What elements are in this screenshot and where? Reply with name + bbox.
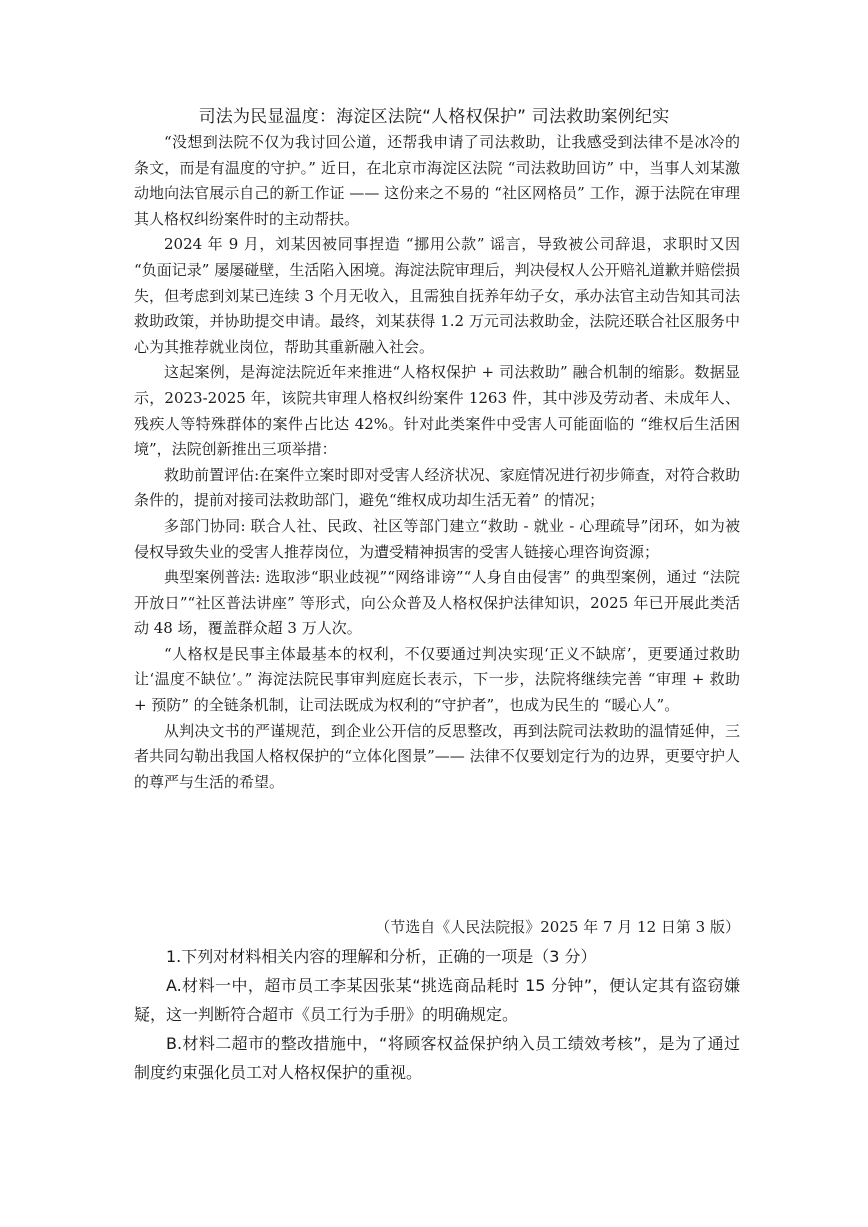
paragraph-1: “没想到法院不仅为我讨回公道，还帮我申请了司法救助，让我感受到法律不是冰冷的条文，而是有温度的守护。” 近日，在北京市海淀区法院 “司法救助回访” 中，当事人刘某激动地向法官展示自己的新工作证 —— 这份来之不易的 “社区网格员” 工作，源于法院在审理其人格权纠纷案件时的主动帮扶。 <box>134 133 740 228</box>
question-stem: 1.下列对材料相关内容的理解和分析，正确的一项是（3 分） <box>166 947 597 966</box>
article-body <box>134 130 740 795</box>
paragraph-5: 多部门协同: 联合人社、民政、社区等部门建立“救助 - 就业 - 心理疏导”闭环，如为被侵权导致失业的受害人推荐岗位，为遭受精神损害的受害人链接心理咨询资源； <box>134 516 740 561</box>
paragraph-6: 典型案例普法: 选取涉“职业歧视”“网络诽谤”“人身自由侵害” 的典型案例，通过 “法院开放日”“社区普法讲座” 等形式，向公众普及人格权保护法律知识，2025 年已开展此类活动 48 场，覆盖群众超 3 万人次。 <box>134 568 740 638</box>
question-block <box>134 942 740 1087</box>
paragraph-8: 从判决文书的严谨规范，到企业公开信的反思整改，再到法院司法救助的温情延伸，三者共同勾勒出我国人格权保护的“立体化图景”—— 法律不仅要划定行为的边界，更要守护人的尊严与生活的希望。 <box>134 721 740 791</box>
paragraph-4: 救助前置评估:在案件立案时即对受害人经济状况、家庭情况进行初步筛查，对符合救助条件的，提前对接司法救助部门，避免“维权成功却生活无着” 的情况； <box>134 465 740 510</box>
paragraph-2: 2024 年 9 月，刘某因被同事捏造 “挪用公款” 谣言，导致被公司辞退，求职时又因 “负面记录” 屡屡碰壁，生活陷入困境。海淀法院审理后，判决侵权人公开赔礼道歉并赔偿损失，但考虑到刘某已连续 3 个月无收入，且需独自抚养年幼子女，承办法官主动告知其司法救助政策，并协助提交申请。最终，刘某获得 1.2 万元司法救助金，法院还联合社区服务中心为其推荐就业岗位，帮助其重新融入社会。 <box>134 235 740 356</box>
paragraph-3: 这起案例，是海淀法院近年来推进“人格权保护 + 司法救助” 融合机制的缩影。数据显示，2023-2025 年，该院共审理人格权纠纷案件 1263 件，其中涉及劳动者、未成年人、残疾人等特殊群体的案件占比达 42%。针对此类案件中受害人可能面临的 “维权后生活困境”，法院创新推出三项举措： <box>134 363 740 459</box>
option-a: A.材料一中，超市员工李某因张某“挑选商品耗时 15 分钟”，便认定其有盗窃嫌疑，这一判断符合超市《员工行为手册》的明确规定。 <box>134 976 740 1024</box>
option-b: B.材料二超市的整改措施中，“将顾客权益保护纳入员工绩效考核”，是为了通过制度约束强化员工对人格权保护的重视。 <box>134 1034 740 1082</box>
source-citation: （节选自《人民法院报》2025 年 7 月 12 日第 3 版） <box>375 918 740 936</box>
article-title: 司法为民显温度：海淀区法院“人格权保护” 司法救助案例纪实 <box>198 107 670 127</box>
paragraph-7: “人格权是民事主体最基本的权利，不仅要通过判决实现‘正义不缺席’，更要通过救助让‘温度不缺位’。” 海淀法院民事审判庭庭长表示，下一步，法院将继续完善 “审理 + 救助 + 预防” 的全链条机制，让司法既成为权利的“守护者”，也成为民生的 “暖心人”。 <box>134 644 740 715</box>
